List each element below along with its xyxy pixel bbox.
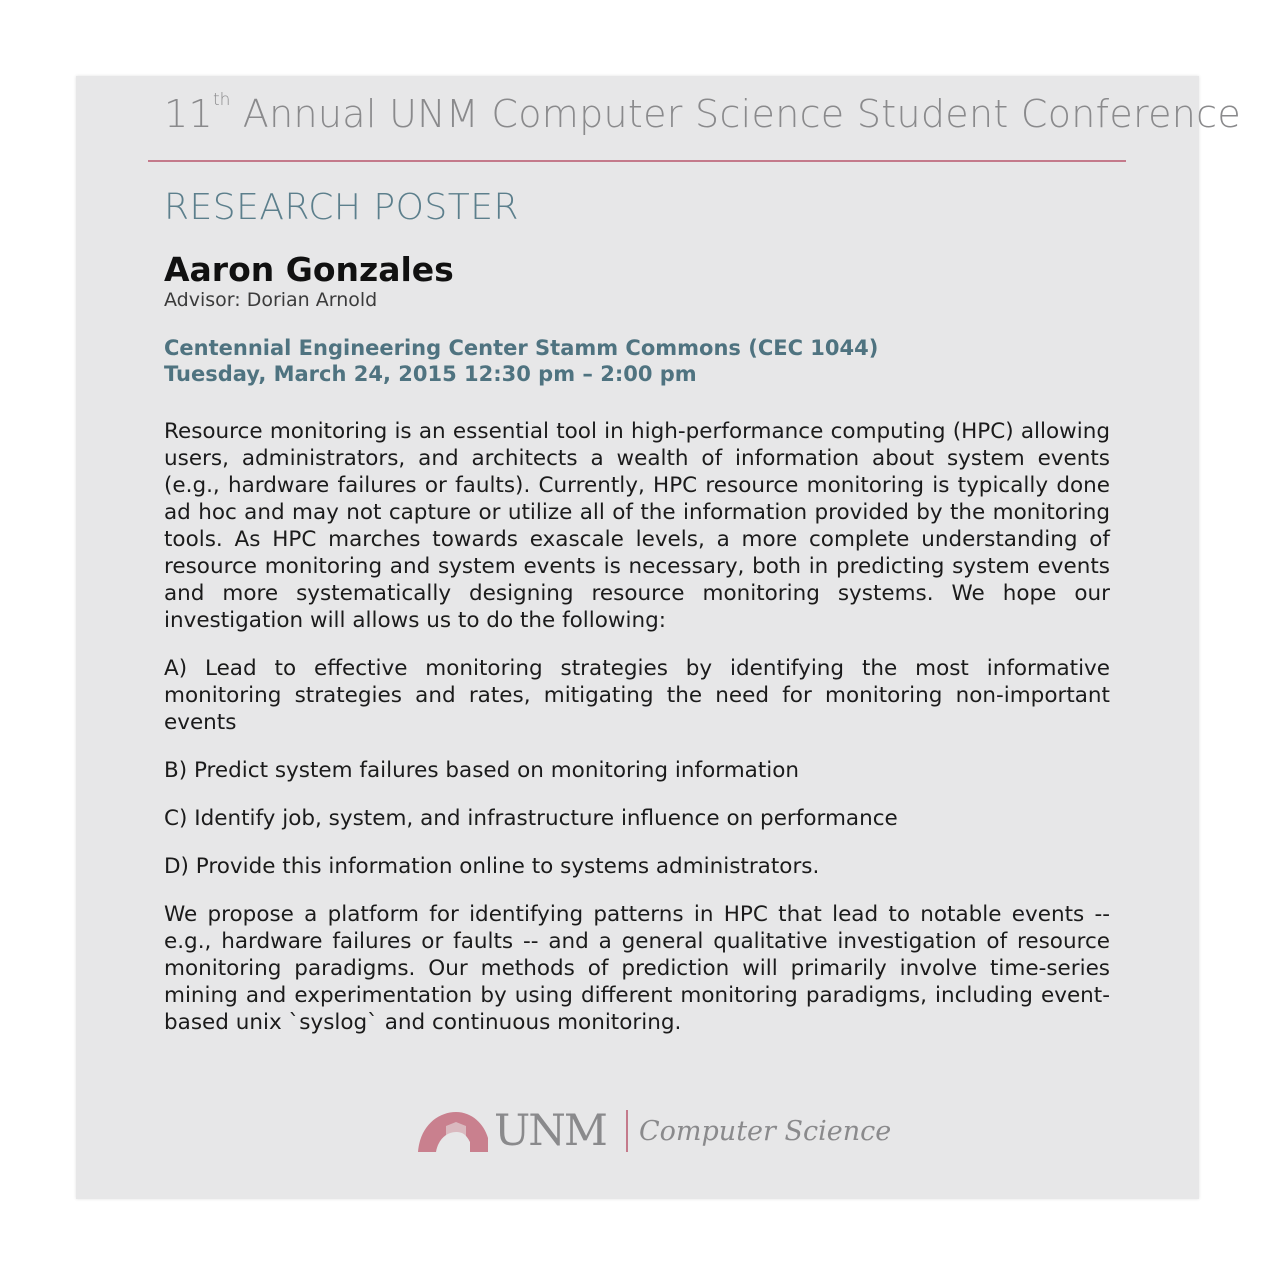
header-divider — [148, 160, 1126, 162]
title-number: 11 — [164, 92, 213, 136]
venue-location: Centennial Engineering Center Stamm Commons (CEC 1044) — [164, 336, 879, 360]
title-ordinal-suffix: th — [212, 90, 231, 110]
advisor-line: Advisor: Dorian Arnold — [164, 289, 378, 311]
goal-item-d: D) Provide this information online to systems administrators. — [164, 854, 820, 879]
unm-arch-icon — [416, 1108, 490, 1154]
venue-datetime: Tuesday, March 24, 2015 12:30 pm – 2:00 pm — [164, 362, 697, 386]
conference-title — [164, 90, 1242, 138]
goal-item-c: C) Identify job, system, and infrastructure influence on performance — [164, 806, 898, 831]
poster-card — [76, 76, 1242, 1199]
venue-block — [164, 335, 878, 387]
logo-wordmark: UNM — [494, 1106, 606, 1156]
logo-department: Computer Science — [639, 1116, 892, 1147]
abstract-conclusion: We propose a platform for identifying patterns in HPC that lead to notable events -- e.g., hardware failures or faults -- and a general qualitative investigation of resource monitoring paradigms. Our methods of prediction will primarily involve time-series mining and experimentation by using different monitoring paradigms, including event-based unix `syslog` and continuous monitoring. — [164, 902, 1110, 1035]
section-label: RESEARCH POSTER — [164, 187, 520, 228]
abstract-intro: Resource monitoring is an essential tool in high-performance computing (HPC) allowing users, administrators, and architects a wealth of information about system events (e.g., hardware failures or faults). Currently, HPC resource monitoring is typically done ad hoc and may not capture or utilize all of the information provided by the monitoring tools. As HPC marches towards exascale levels, a more complete understanding of resource monitoring and system events is necessary, both in predicting system events and more systematically designing resource monitoring systems. We hope our investigation will allows us to do the following: — [164, 419, 1110, 633]
goal-item-b: B) Predict system failures based on monitoring information — [164, 758, 800, 783]
title-rest: Annual UNM Computer Science Student Conference — [230, 92, 1242, 136]
logo-divider — [626, 1110, 628, 1152]
goal-item-a: A) Lead to effective monitoring strategies by identifying the most informative monitoring strategies and rates, mitigating the need for monitoring non-important events — [164, 656, 1110, 735]
presenter-name: Aaron Gonzales — [164, 250, 454, 289]
unm-cs-logo — [416, 1106, 892, 1156]
abstract — [164, 418, 1110, 1057]
